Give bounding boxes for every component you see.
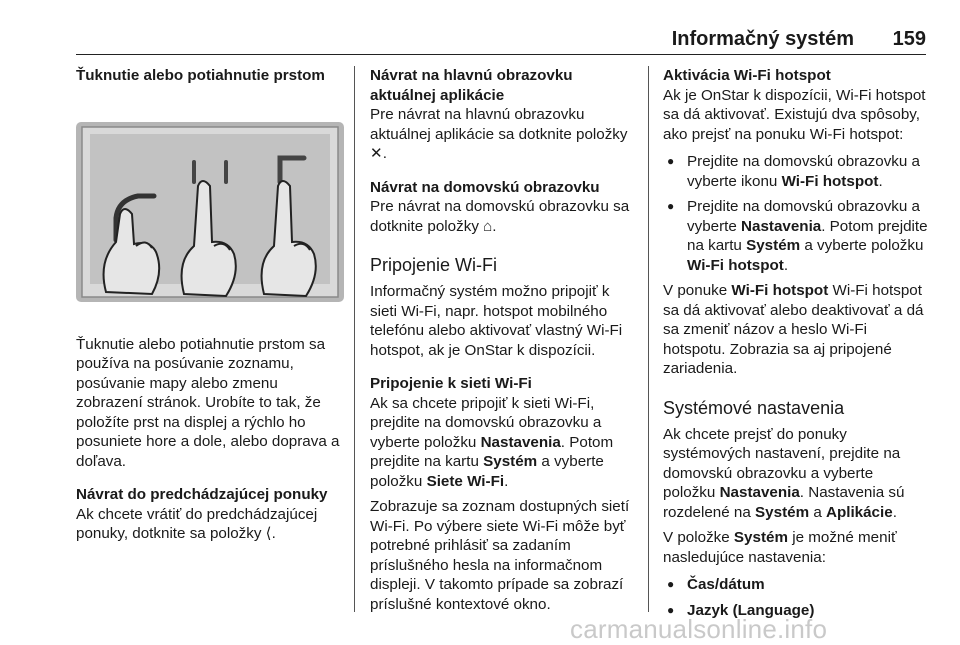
section-heading: Ťuknutie alebo potiahnutie prstom (76, 67, 325, 84)
text: V ponuke (663, 282, 732, 299)
ui-term: Siete Wi-Fi (426, 472, 505, 490)
text: Prejdite na domovskú obrazovku a vyberte ikonu (687, 153, 921, 190)
ui-term: Systém (483, 453, 538, 470)
text: V položke (663, 529, 734, 546)
ui-term: Wi-Fi hotspot (687, 256, 784, 274)
list-item: ● Jazyk (Language) (663, 601, 929, 621)
chapter-title: Informačný systém (671, 28, 854, 50)
list-item (663, 152, 929, 191)
ui-term: Aplikácie (825, 503, 893, 521)
paragraph: Zobrazuje sa zoznam dostupných sietí Wi-Fi. Po výbere siete Wi-Fi môže byť potrebné prihlásiť sa zadaním príslušného hesla na informačnom displeji. V takomto prípade sa zobrazí príslušné kontextové okno. (370, 498, 630, 613)
paragraph (663, 281, 929, 379)
paragraph (370, 394, 638, 492)
text: . (783, 256, 789, 274)
text: Ak chcete prejsť do ponuky systémových nastavení, prejdite na domovskú obrazovku a vyberte položku (663, 425, 901, 501)
column-divider (648, 66, 649, 612)
section-heading: Návrat na domovskú obrazovku (370, 178, 600, 196)
text: Prejdite na domovskú obrazovku a vyberte (687, 198, 921, 235)
ui-term: Nastavenia (480, 433, 561, 451)
text: . Potom prejdite na kartu (370, 433, 614, 470)
paragraph: Pre návrat na hlavnú obrazovku aktuálnej aplikácie sa dotknite položky ✕. (370, 106, 628, 162)
bullet-list (663, 152, 929, 275)
text: a vyberte položku (370, 453, 604, 490)
text: . (892, 503, 897, 521)
watermark: carmanualsonline.info (570, 614, 828, 644)
text: . (878, 172, 883, 190)
paragraph: Ak je OnStar k dispozícii, Wi-Fi hotspot sa dá aktivovať. Existujú dva spôsoby, ako prejsť na ponuku Wi-Fi hotspot: (663, 86, 926, 143)
section-heading: Návrat na hlavnú obrazovku aktuálnej aplikácie (370, 67, 573, 104)
paragraph: Ak chcete vrátiť do predchádzajúcej ponuky, dotknite sa položky ⟨. (76, 505, 318, 542)
text: je možné meniť nasledujúce nastavenia: (663, 529, 897, 566)
paragraph: Pre návrat na domovskú obrazovku sa dotknite položky ⌂. (370, 198, 630, 235)
ui-term: Nastavenia (741, 217, 822, 235)
text: a vyberte položku (800, 237, 924, 254)
text: Wi-Fi hotspot sa dá aktivovať alebo deaktivovať a dá sa zmeniť názov a heslo Wi-Fi hotspotu. Zobrazia sa aj pripojené zariadenia. (663, 282, 924, 377)
list-item (663, 197, 929, 275)
list-item: ● Čas/dátum (663, 575, 929, 595)
ui-term: Systém (733, 529, 788, 546)
paragraph (663, 425, 929, 523)
page-number: 159 (892, 28, 926, 50)
ui-term: Nastavenia (719, 484, 800, 501)
ui-term: Systém (755, 503, 810, 521)
section-heading: Pripojenie k sieti Wi-Fi (370, 375, 532, 392)
text: . Nastavenia sú rozdelené na (663, 484, 905, 521)
swipe-illustration (76, 122, 344, 302)
paragraph (663, 528, 929, 567)
text: Ak sa chcete pripojiť k sieti Wi-Fi, prejdite na domovskú obrazovku a vyberte položku (370, 394, 602, 451)
text: . Potom prejdite na kartu (687, 217, 928, 254)
page-header (76, 26, 926, 55)
ui-term: Wi-Fi hotspot (781, 172, 879, 190)
column-3 (663, 66, 929, 626)
section-heading: Aktivácia Wi-Fi hotspot (663, 67, 831, 84)
ui-term: Wi-Fi hotspot (731, 282, 829, 299)
column-2 (370, 66, 638, 614)
paragraph: Informačný systém možno pripojiť k sieti Wi-Fi, napr. hotspot mobilného telefónu alebo aktivovať vlastný Wi-Fi hotspot, ak je OnStar k dispozícii. (370, 283, 623, 359)
hand-gesture-icon (76, 122, 344, 302)
ui-term: Systém (746, 237, 801, 254)
column-divider (354, 66, 355, 612)
section-heading: Návrat do predchádzajúcej ponuky (76, 486, 328, 503)
text: a (809, 503, 826, 521)
swipe-description: Ťuknutie alebo potiahnutie prstom sa používa na posúvanie zoznamu, posúvanie mapy alebo zmenu zobrazení stránok. Urobíte to tak, že položíte prst na displej a rýchlo ho posuniete hore a dole, alebo doprava a doľava. (76, 335, 340, 470)
chapter-heading: Systémové nastavenia (663, 397, 845, 418)
column-1 (76, 66, 344, 544)
chapter-heading: Pripojenie Wi-Fi (370, 255, 498, 275)
text: . (504, 472, 509, 490)
